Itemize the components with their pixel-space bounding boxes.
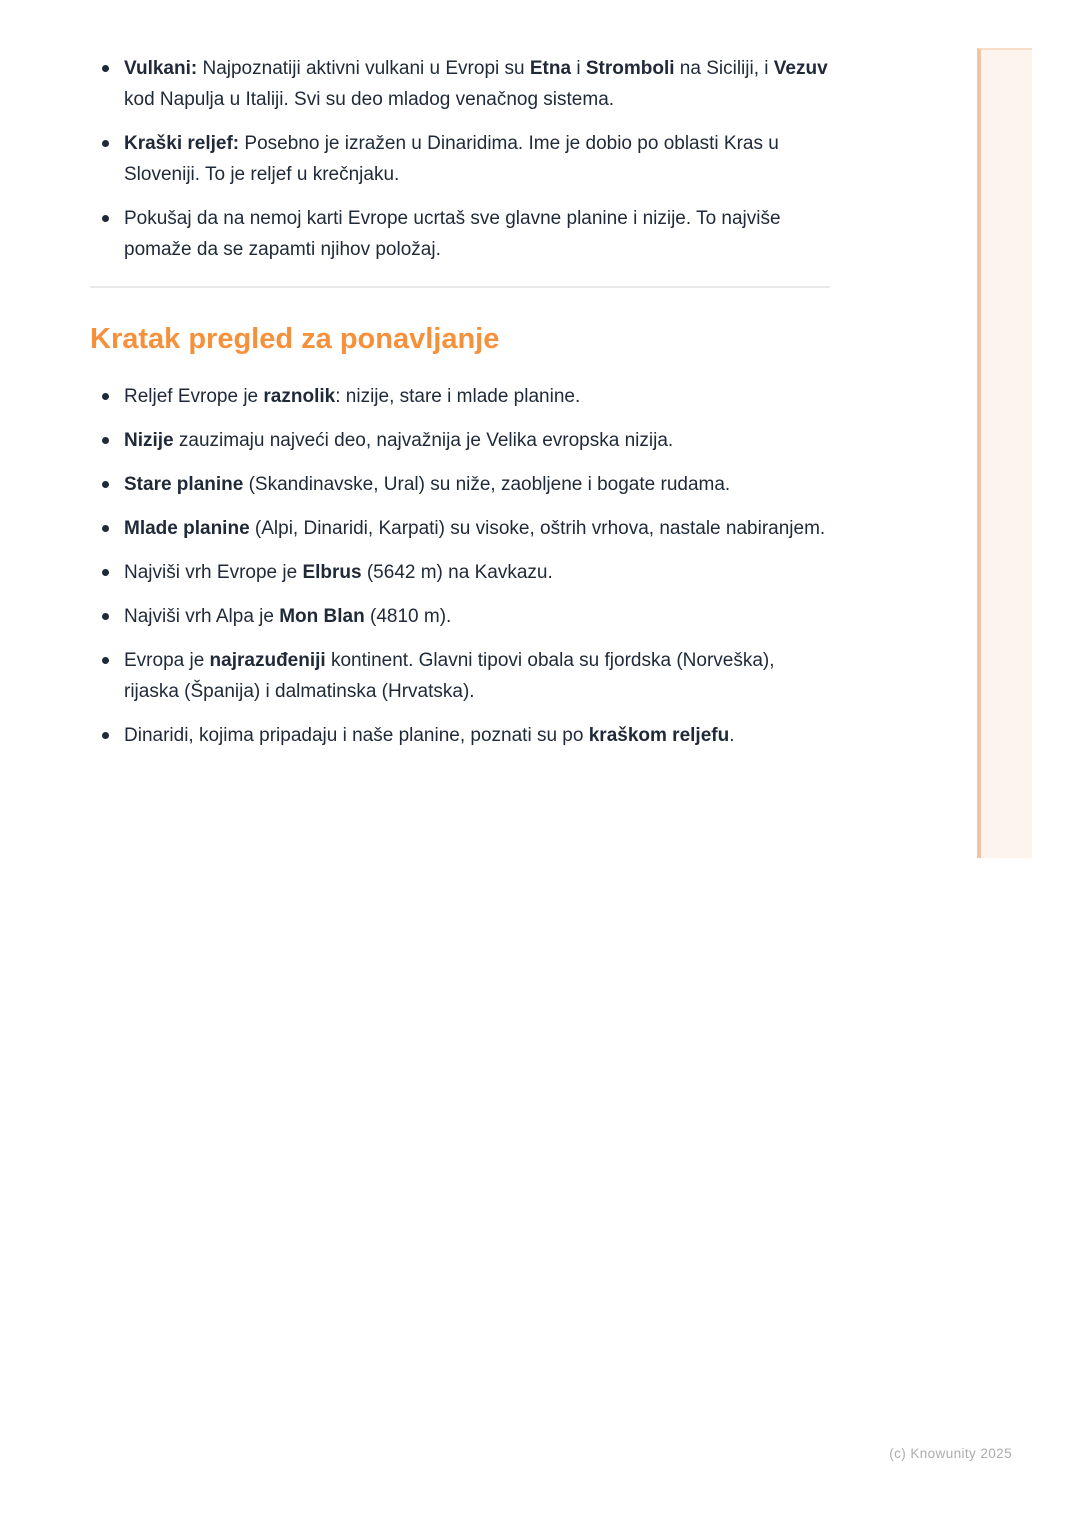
notes-list-top (90, 53, 830, 265)
note-item: Kraški reljef: Posebno je izražen u Dinaridima. Ime je dobio po oblasti Kras u Sloveniji. To je reljef u krečnjaku. (90, 128, 830, 190)
review-heading: Kratak pregled za ponavljanje (90, 323, 500, 355)
note-item: Pokušaj da na nemoj karti Evrope ucrtaš sve glavne planine i nizije. To najviše pomaže da se zapamti njihov položaj. (90, 203, 830, 265)
review-item: Reljef Evrope je raznolik: nizije, stare i mlade planine. (90, 381, 830, 412)
review-item: Stare planine (Skandinavske, Ural) su niže, zaobljene i bogate rudama. (90, 469, 830, 500)
review-item: Najviši vrh Alpa je Mon Blan (4810 m). (90, 601, 830, 632)
review-item: Dinaridi, kojima pripadaju i naše planine, poznati su po kraškom reljefu. (90, 720, 830, 751)
review-list (90, 381, 830, 751)
review-item: Mlade planine (Alpi, Dinaridi, Karpati) su visoke, oštrih vrhova, nastale nabiranjem. (90, 513, 830, 544)
copyright-footer: (c) Knowunity 2025 (889, 1446, 1012, 1461)
page-edge-stripe (977, 48, 1032, 858)
review-item: Evropa je najrazuđeniji kontinent. Glavni tipovi obala su fjordska (Norveška), rijaska (Španija) i dalmatinska (Hrvatska). (90, 645, 830, 707)
note-item: Vulkani: Najpoznatiji aktivni vulkani u Evropi su Etna i Stromboli na Siciliji, i Vezuv kod Napulja u Italiji. Svi su deo mladog venačnog sistema. (90, 53, 830, 115)
section-divider (90, 286, 830, 288)
review-item: Najviši vrh Evrope je Elbrus (5642 m) na Kavkazu. (90, 557, 830, 588)
review-item: Nizije zauzimaju najveći deo, najvažnija je Velika evropska nizija. (90, 425, 830, 456)
notes-content (90, 53, 830, 764)
